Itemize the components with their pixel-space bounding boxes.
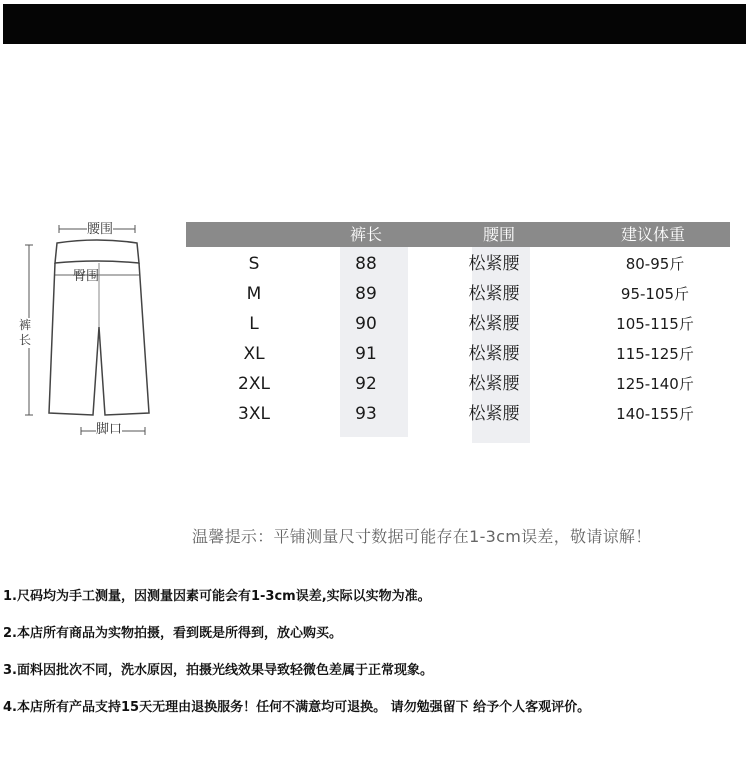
cell-length: 91 <box>355 344 377 364</box>
note-item: 2.本店所有商品为实物拍摄，看到既是所得到，放心购买。 <box>3 626 342 641</box>
top-banner-bar <box>3 4 746 44</box>
cell-waist: 松紧腰 <box>468 254 520 274</box>
cell-weight: 140-155斤 <box>616 405 694 423</box>
cell-length: 88 <box>355 254 377 274</box>
cell-waist: 松紧腰 <box>468 374 520 394</box>
note-item: 4.本店所有产品支持15天无理由退换服务！任何不满意均可退换。 请勿勉强留下 给予个人客观评价。 <box>3 700 591 715</box>
table-row <box>186 309 730 339</box>
cell-weight: 80-95斤 <box>625 255 685 273</box>
cell-weight: 95-105斤 <box>620 285 690 303</box>
measurement-tip: 温馨提示：平铺测量尺寸数据可能存在1-3cm误差，敬请谅解！ <box>192 527 652 546</box>
note-item: 1.尺码均为手工测量，因测量因素可能会有1-3cm误差,实际以实物为准。 <box>3 589 431 604</box>
table-row <box>186 339 730 369</box>
table-row <box>186 249 730 279</box>
note-item: 3.面料因批次不同，洗水原因，拍摄光线效果导致轻微色差属于正常现象。 <box>3 663 433 678</box>
pants-diagram <box>15 215 175 450</box>
header-length: 裤长 <box>349 225 383 244</box>
cell-waist: 松紧腰 <box>468 284 520 304</box>
cell-length: 90 <box>355 314 377 334</box>
cell-weight: 115-125斤 <box>616 345 694 363</box>
waist-label: 腰围 <box>87 222 114 237</box>
cell-waist: 松紧腰 <box>468 314 520 334</box>
cell-size: 3XL <box>238 404 270 424</box>
cell-length: 92 <box>355 374 377 394</box>
cell-size: XL <box>243 344 265 364</box>
header-waist: 腰围 <box>482 225 516 244</box>
cell-size: L <box>249 314 259 334</box>
cell-size: S <box>248 254 260 274</box>
table-row <box>186 279 730 309</box>
cell-length: 89 <box>355 284 377 304</box>
cell-waist: 松紧腰 <box>468 344 520 364</box>
length-label: 裤长 <box>19 318 32 347</box>
hem-label: 脚口 <box>96 422 123 437</box>
cell-size: 2XL <box>238 374 270 394</box>
pants-outline-icon <box>15 215 175 450</box>
cell-size: M <box>246 284 262 304</box>
table-row <box>186 399 730 429</box>
table-header-row <box>186 222 730 247</box>
table-row <box>186 369 730 399</box>
header-weight: 建议体重 <box>620 225 686 244</box>
cell-weight: 125-140斤 <box>616 375 694 393</box>
cell-waist: 松紧腰 <box>468 404 520 424</box>
cell-length: 93 <box>355 404 377 424</box>
cell-weight: 105-115斤 <box>616 315 694 333</box>
hip-label: 臀围 <box>73 269 100 284</box>
size-table <box>186 222 730 444</box>
